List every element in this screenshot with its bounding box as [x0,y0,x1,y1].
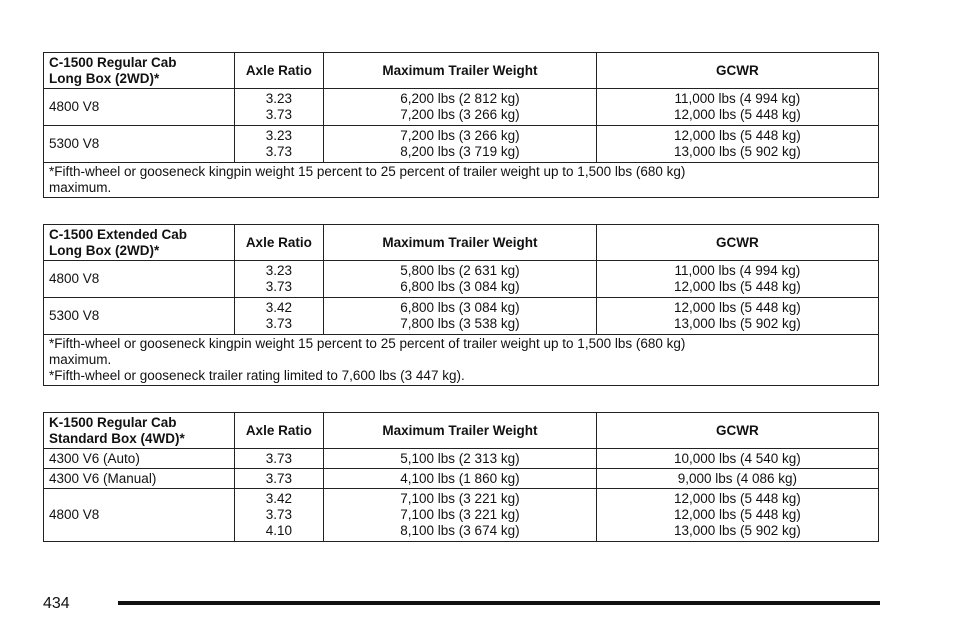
engine-cell: 4300 V6 (Manual) [44,469,235,489]
trailer-weight-cell: 4,100 lbs (1 860 kg) [324,469,597,489]
header-model: K-1500 Regular Cab Standard Box (4WD)* [44,413,235,449]
table-row [44,489,879,542]
engine-cell: 5300 V8 [44,298,235,335]
gcwr-cell: 12,000 lbs (5 448 kg) 13,000 lbs (5 902 kg) [596,126,878,163]
header-max-trailer-weight: Maximum Trailer Weight [324,413,597,449]
table-header-row [44,225,879,261]
footnote-cell: *Fifth-wheel or gooseneck kingpin weight 15 percent to 25 percent of trailer weight up to 1,500 lbs (680 kg) maximum. [44,163,879,198]
footnote-row [44,163,879,198]
table-row [44,469,879,489]
table-row [44,298,879,335]
engine-cell: 4800 V8 [44,489,235,542]
trailer-table-c1500-regular-cab [43,52,879,198]
header-axle-ratio: Axle Ratio [234,53,324,89]
header-gcwr: GCWR [596,225,878,261]
gcwr-cell: 9,000 lbs (4 086 kg) [596,469,878,489]
axle-ratio-cell: 3.42 3.73 4.10 [234,489,324,542]
footnote-cell: *Fifth-wheel or gooseneck kingpin weight 15 percent to 25 percent of trailer weight up to 1,500 lbs (680 kg) maximum. *Fifth-wheel or gooseneck trailer rating limited to 7,600 lbs (3 447 kg). [44,335,879,386]
header-model: C-1500 Extended Cab Long Box (2WD)* [44,225,235,261]
gcwr-cell: 11,000 lbs (4 994 kg) 12,000 lbs (5 448 kg) [596,89,878,126]
table-row [44,449,879,469]
header-gcwr: GCWR [596,53,878,89]
table-row [44,126,879,163]
engine-cell: 4800 V8 [44,261,235,298]
gcwr-cell: 12,000 lbs (5 448 kg) 12,000 lbs (5 448 kg) 13,000 lbs (5 902 kg) [596,489,878,542]
header-gcwr: GCWR [596,413,878,449]
axle-ratio-cell: 3.73 [234,449,324,469]
table-row [44,89,879,126]
trailer-table-c1500-extended-cab [43,224,879,386]
trailer-weight-cell: 7,200 lbs (3 266 kg) 8,200 lbs (3 719 kg) [324,126,597,163]
table-header-row [44,53,879,89]
header-axle-ratio: Axle Ratio [234,225,324,261]
trailer-weight-cell: 6,200 lbs (2 812 kg) 7,200 lbs (3 266 kg) [324,89,597,126]
page-number: 434 [43,595,70,612]
engine-cell: 4300 V6 (Auto) [44,449,235,469]
footer-rule [118,601,880,605]
axle-ratio-cell: 3.42 3.73 [234,298,324,335]
header-axle-ratio: Axle Ratio [234,413,324,449]
trailer-table-k1500-regular-cab [43,412,879,542]
gcwr-cell: 10,000 lbs (4 540 kg) [596,449,878,469]
header-model: C-1500 Regular Cab Long Box (2WD)* [44,53,235,89]
trailer-weight-cell: 6,800 lbs (3 084 kg) 7,800 lbs (3 538 kg) [324,298,597,335]
table-row [44,261,879,298]
axle-ratio-cell: 3.23 3.73 [234,126,324,163]
trailer-weight-cell: 5,800 lbs (2 631 kg) 6,800 lbs (3 084 kg) [324,261,597,298]
axle-ratio-cell: 3.23 3.73 [234,89,324,126]
gcwr-cell: 12,000 lbs (5 448 kg) 13,000 lbs (5 902 kg) [596,298,878,335]
axle-ratio-cell: 3.73 [234,469,324,489]
footnote-row [44,335,879,386]
trailer-weight-cell: 7,100 lbs (3 221 kg) 7,100 lbs (3 221 kg) 8,100 lbs (3 674 kg) [324,489,597,542]
table-header-row [44,413,879,449]
engine-cell: 4800 V8 [44,89,235,126]
header-max-trailer-weight: Maximum Trailer Weight [324,225,597,261]
gcwr-cell: 11,000 lbs (4 994 kg) 12,000 lbs (5 448 kg) [596,261,878,298]
engine-cell: 5300 V8 [44,126,235,163]
trailer-weight-cell: 5,100 lbs (2 313 kg) [324,449,597,469]
axle-ratio-cell: 3.23 3.73 [234,261,324,298]
header-max-trailer-weight: Maximum Trailer Weight [324,53,597,89]
